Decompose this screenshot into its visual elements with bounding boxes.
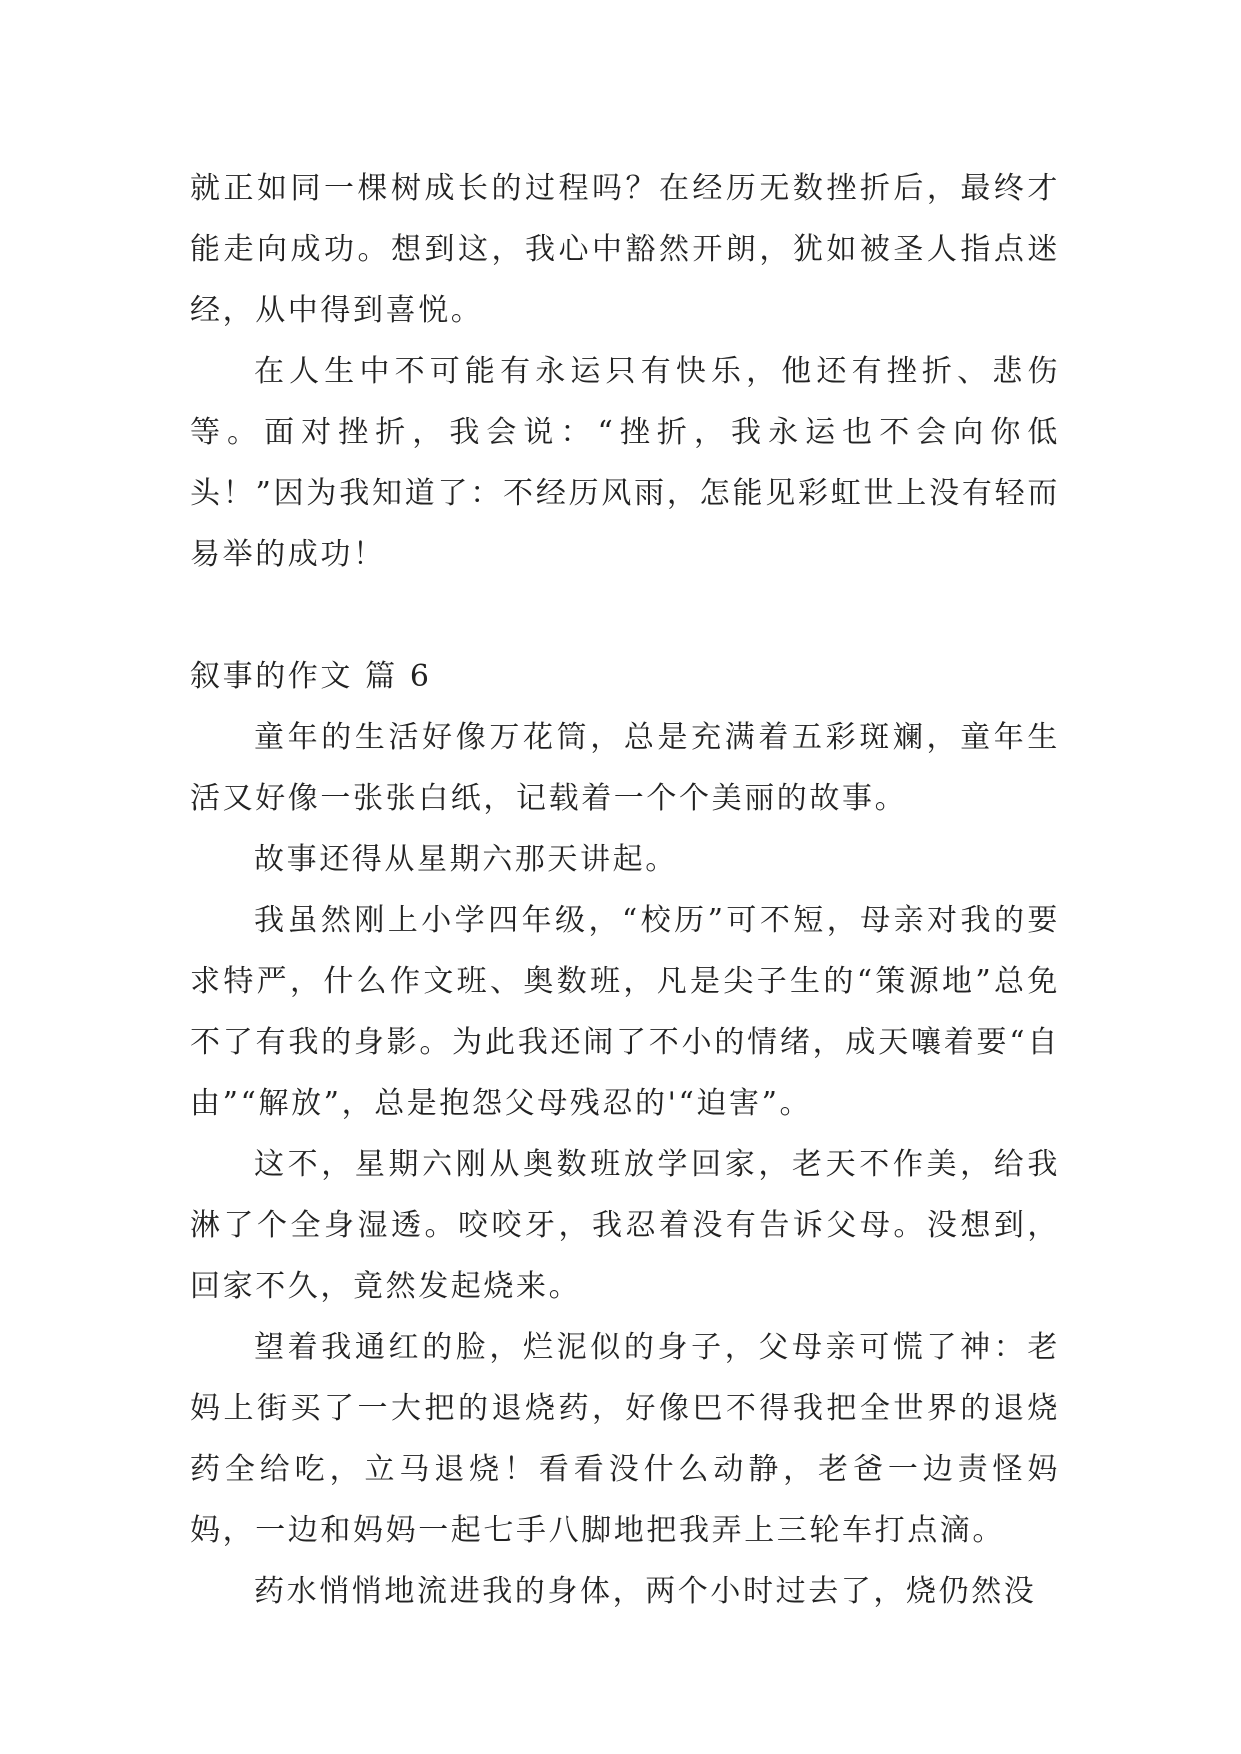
paragraph-6: 药水悄悄地流进我的身体，两个小时过去了，烧仍然没 xyxy=(254,1574,1037,1609)
paragraph-2: 故事还得从星期六那天讲起。 xyxy=(254,842,678,877)
paragraph-1: 童年的生活好像万花筒，总是充满着五彩斑斓，童年生活又好像一张张白纸，记载着一个个美丽的故事。 xyxy=(190,720,1060,816)
section-title: 叙事的作文 篇 6 xyxy=(190,659,432,694)
paragraph-5: 望着我通红的脸，烂泥似的身子，父母亲可慌了神：老妈上街买了一大把的退烧药，好像巴不得我把全世界的退烧药全给吃，立马退烧！看看没什么动静，老爸一边责怪妈妈，一边和妈妈一起七手八脚地把我弄上三轮车打点滴。 xyxy=(190,1330,1060,1548)
paragraph-continued-1: 就正如同一棵树成长的过程吗？在经历无数挫折后，最终才能走向成功。想到这，我心中豁然开朗，犹如被圣人指点迷经，从中得到喜悦。 xyxy=(190,171,1060,328)
section-gap xyxy=(190,585,1060,646)
paragraph-continued-2: 在人生中不可能有永运只有快乐，他还有挫折、悲伤等。面对挫折，我会说：“挫折，我永运也不会向你低头！”因为我知道了：不经历风雨，怎能见彩虹世上没有轻而易举的成功！ xyxy=(190,354,1060,572)
document-body xyxy=(190,158,1060,1622)
paragraph-4: 这不，星期六刚从奥数班放学回家，老天不作美，给我淋了个全身湿透。咬咬牙，我忍着没有告诉父母。没想到，回家不久，竟然发起烧来。 xyxy=(190,1147,1060,1304)
paragraph-3: 我虽然刚上小学四年级，“校历”可不短，母亲对我的要求特严，什么作文班、奥数班，凡是尖子生的“策源地”总免不了有我的身影。为此我还闹了不小的情绪，成天嚷着要“自由”“解放”，总是抱怨父母残忍的'“迫害”。 xyxy=(190,903,1060,1121)
